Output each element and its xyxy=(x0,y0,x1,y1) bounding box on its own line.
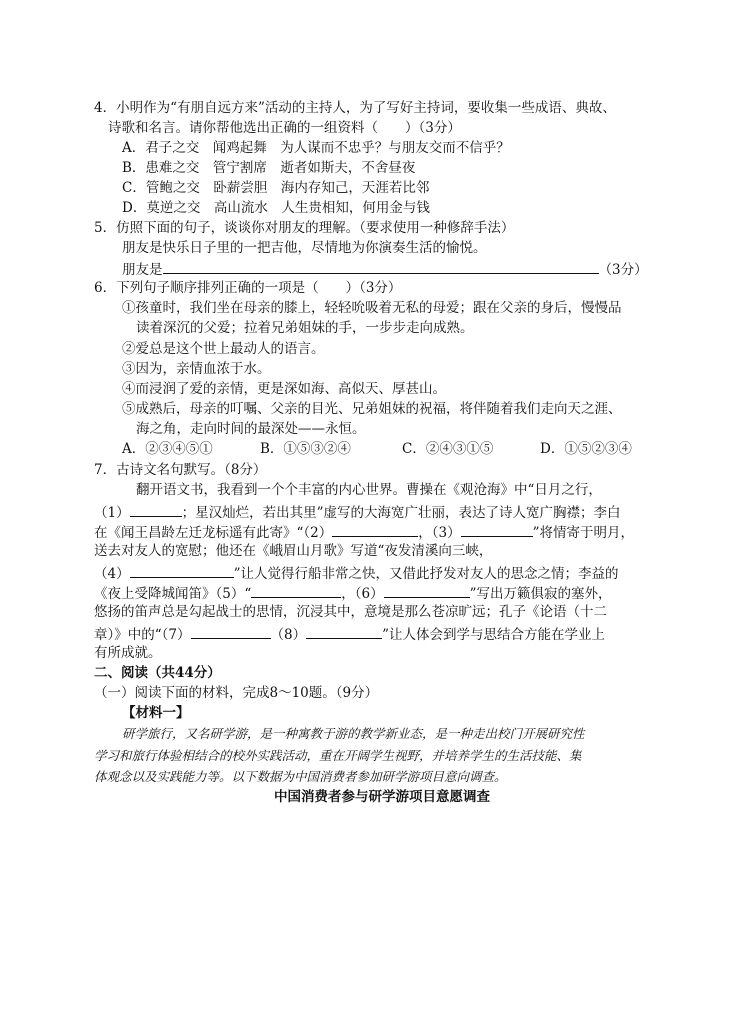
q7-para-line1: 翻开语文书，我看到一个个丰富的内心世界。曹操在《观沧海》中“日月之行， xyxy=(136,482,602,498)
q7-blank-4[interactable] xyxy=(130,564,234,578)
q7-blank-3[interactable] xyxy=(461,523,533,537)
q7-stem: 7．古诗文名句默写。（8分） xyxy=(94,462,267,478)
q4-option-b: B．患难之交 管宁割席 逝者如斯夫，不舍昼夜 xyxy=(122,160,416,176)
q6-sentence-2: ②爱总是这个世上最动人的语言。 xyxy=(122,341,325,357)
material-1-line3: 体观念以及实践能力等。以下数据为中国消费者参加研学游项目意向调查。 xyxy=(94,769,507,784)
q4-option-a: A．君子之交 闻鸡起舞 为人谋而不忠乎？与朋友交而不信乎？ xyxy=(122,140,510,156)
q7-label-6: ，（6） xyxy=(341,586,384,602)
q5-score: （3分） xyxy=(598,262,648,278)
q7-para-line3-text: 在《闻王昌龄左迁龙标遥有此寄》“（2） xyxy=(94,525,333,541)
q7-blank-1[interactable] xyxy=(130,503,182,517)
q6-option-a: A．②③④⑤① xyxy=(122,441,213,457)
q4-stem-line1: 4．小明作为“有朋自远方来”活动的主持人，为了写好主持词，要收集一些成语、典故、 xyxy=(94,100,616,116)
q7-para-line4: 送去对友人的宽慰；他还在《峨眉山月歌》写道“夜发清溪向三峡， xyxy=(94,543,493,559)
material-1-label: 【材料一】 xyxy=(122,705,190,721)
q6-sentence-1a: ①孩童时，我们坐在母亲的膝上，轻轻吮吸着无私的母爱；跟在父亲的身后，慢慢品 xyxy=(122,300,622,316)
q7-para-line9: 有所成就。 xyxy=(94,645,162,661)
material-1-line1: 研学旅行，又名研学游，是一种寓教于游的教学新业态，是一种走出校门开展研究性 xyxy=(122,726,585,741)
q7-para-line2-text: ；星汉灿烂，若出其里”虚写的大海宽广壮丽，表达了诗人宽广胸襟；李白 xyxy=(181,505,621,521)
q7-para-line3 xyxy=(94,523,634,542)
q6-option-d: D．①⑤②③④ xyxy=(540,441,632,457)
q5-stem: 5．仿照下面的句子，谈谈你对朋友的理解。（要求使用一种修辞手法） xyxy=(94,220,515,236)
q7-para-line5-text: ”让人觉得行船非常之快，又借此抒发对友人的思念之情；李益的 xyxy=(233,566,619,582)
q4-stem-line2: 诗歌和名言。请你帮他选出正确的一组资料（ ）（3分） xyxy=(108,120,461,136)
q6-option-c: C．②④③①⑤ xyxy=(402,441,494,457)
q7-label-1: （1） xyxy=(94,505,130,521)
q7-label-3: ，（3） xyxy=(418,525,461,541)
q4-option-d: D．莫逆之交 高山流水 人生贵相知，何用金与钱 xyxy=(122,200,430,216)
q7-para-line8-end: ”让人体会到学与思结合方能在学业上 xyxy=(382,627,605,643)
q6-sentence-4: ④而浸润了爱的亲情，更是深如海、高似天、厚甚山。 xyxy=(122,381,446,397)
q7-para-line7: 悠扬的笛声总是勾起战士的思情，沉浸其中，意境是那么苍凉旷远；孔子《论语（十二 xyxy=(94,604,607,620)
section-2-subtitle: （一）阅读下面的材料，完成8～10题。（9分） xyxy=(94,685,379,701)
q7-blank-8[interactable] xyxy=(306,625,382,639)
q6-sentence-5b: 海之角，走向时间的最深处——永恒。 xyxy=(136,421,366,437)
q7-para-line5 xyxy=(94,564,619,583)
q7-para-line8 xyxy=(94,625,605,644)
q5-sample-sentence: 朋友是快乐日子里的一把吉他，尽情地为你演奏生活的愉悦。 xyxy=(122,240,487,256)
q6-sentence-5a: ⑤成熟后，母亲的叮嘱、父亲的目光、兄弟姐妹的祝福，将伴随着我们走向天之涯、 xyxy=(122,401,622,417)
q6-sentence-1b: 读着深沉的父爱；拉着兄弟姐妹的手，一步步走向成熟。 xyxy=(136,320,474,336)
section-2-title: 二、阅读（共44分） xyxy=(94,665,221,681)
q7-blank-7[interactable] xyxy=(191,625,271,639)
q7-label-4: （4） xyxy=(94,566,130,582)
q7-blank-6[interactable] xyxy=(384,584,470,598)
q7-para-line3-end: ”将情寄于明月， xyxy=(532,525,634,541)
q7-para-line6-end: ”写出万籁俱寂的塞外， xyxy=(469,586,612,602)
q6-option-b: B．①⑤③②④ xyxy=(260,441,351,457)
q5-answer-line xyxy=(122,260,648,279)
q7-blank-2[interactable] xyxy=(332,523,418,537)
q4-option-c: C．管鲍之交 卧薪尝胆 海内存知己，天涯若比邻 xyxy=(122,180,430,196)
q7-label-8: （8） xyxy=(270,627,307,643)
q7-para-line6-text: 《夜上受降城闻笛》（5）“ xyxy=(94,586,252,602)
chart-title: 中国消费者参与研学游项目意愿调查 xyxy=(274,789,490,805)
q7-blank-5[interactable] xyxy=(251,584,341,598)
q5-prompt: 朋友是 xyxy=(122,262,163,278)
q5-answer-blank[interactable] xyxy=(163,260,599,274)
q6-stem: 6．下列句子顺序排列正确的一项是（ ）（3分） xyxy=(94,280,402,296)
material-1-line2: 学习和旅行体验相结合的校外实践活动，重在开阔学生视野，并培养学生的生活技能、集 xyxy=(94,748,582,763)
q6-sentence-3: ③因为，亲情血浓于水。 xyxy=(122,361,271,377)
q7-para-line6 xyxy=(94,584,612,603)
q7-para-line8-text: 章）》中的“（7） xyxy=(94,627,191,643)
q7-para-line2 xyxy=(94,503,621,522)
